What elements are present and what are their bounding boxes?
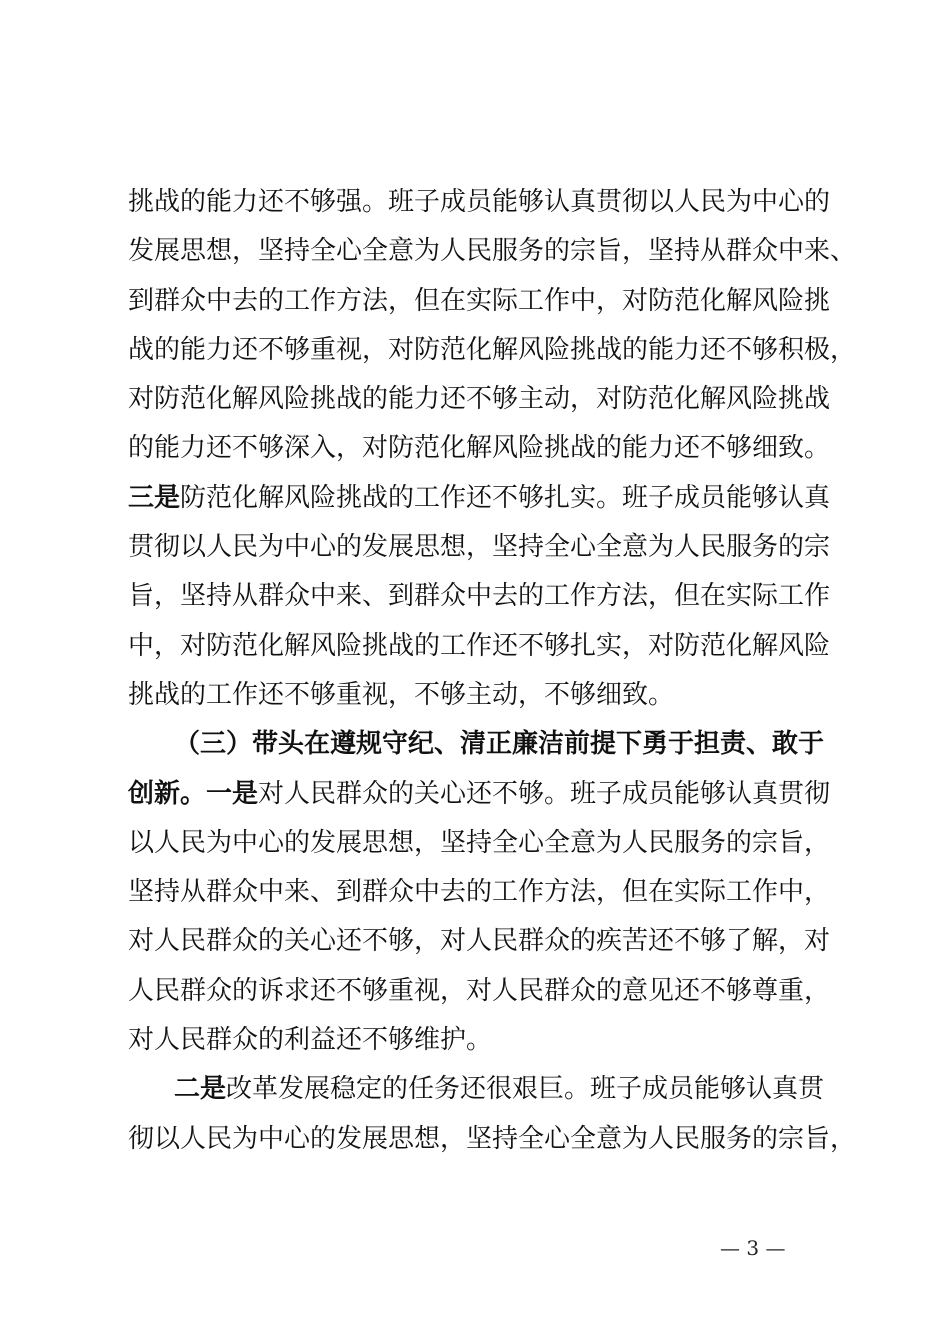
item-marker: 二是 <box>174 1074 227 1105</box>
text-line: 贯彻以人民为中心的发展思想，坚持全心全意为人民服务的宗 <box>128 532 831 563</box>
text-line: 对人民群众的关心还不够，对人民群众的疾苦还不够了解，对 <box>128 926 831 957</box>
text-line: 战的能力还不够重视，对防范化解风险挑战的能力还不够积极， <box>128 334 857 365</box>
text-line: 到群众中去的工作方法，但在实际工作中，对防范化解风险挑 <box>128 285 831 316</box>
text-line: 挑战的工作还不够重视，不够主动，不够细致。 <box>128 679 675 710</box>
text-run: 改革发展稳定的任务还很艰巨。班子成员能够认真贯 <box>226 1074 825 1105</box>
text-line <box>128 474 838 523</box>
section-heading-end: 创新。一是 <box>128 778 259 809</box>
item-marker: 三是 <box>128 482 181 513</box>
text-line: 挑战的能力还不够强。班子成员能够认真贯彻以人民为中心的 <box>128 187 831 217</box>
text-line: 以人民为中心的发展思想，坚持全心全意为人民服务的宗旨， <box>128 827 831 858</box>
text-line: 对防范化解风险挑战的能力还不够主动，对防范化解风险挑战 <box>128 384 831 415</box>
text-run: 对人民群众的关心还不够。班子成员能够认真贯彻 <box>258 778 831 809</box>
text-line: 彻以人民为中心的发展思想，坚持全心全意为人民服务的宗旨， <box>128 1123 857 1154</box>
text-line: 人民群众的诉求还不够重视，对人民群众的意见还不够尊重， <box>128 975 831 1006</box>
text-line: 旨，坚持从群众中来、到群众中去的工作方法，但在实际工作 <box>128 581 831 612</box>
text-line <box>128 1065 838 1114</box>
text-line <box>128 770 838 819</box>
page-number: — 3 — <box>720 1236 786 1260</box>
text-run: 防范化解风险挑战的工作还不够扎实。班子成员能够认真 <box>180 482 831 513</box>
text-line: 坚持从群众中来、到群众中去的工作方法，但在实际工作中， <box>128 877 831 908</box>
text-line: 的能力还不够深入，对防范化解风险挑战的能力还不够细致。 <box>128 433 831 464</box>
text-line: 对人民群众的利益还不够维护。 <box>128 1025 493 1056</box>
text-line: 发展思想，坚持全心全意为人民服务的宗旨，坚持从群众中来、 <box>128 236 857 267</box>
text-line: 中，对防范化解风险挑战的工作还不够扎实，对防范化解风险 <box>128 630 831 661</box>
section-heading: （三）带头在遵规守纪、清正廉洁前提下勇于担责、敢于 <box>174 729 825 760</box>
body-text <box>128 178 857 1164</box>
